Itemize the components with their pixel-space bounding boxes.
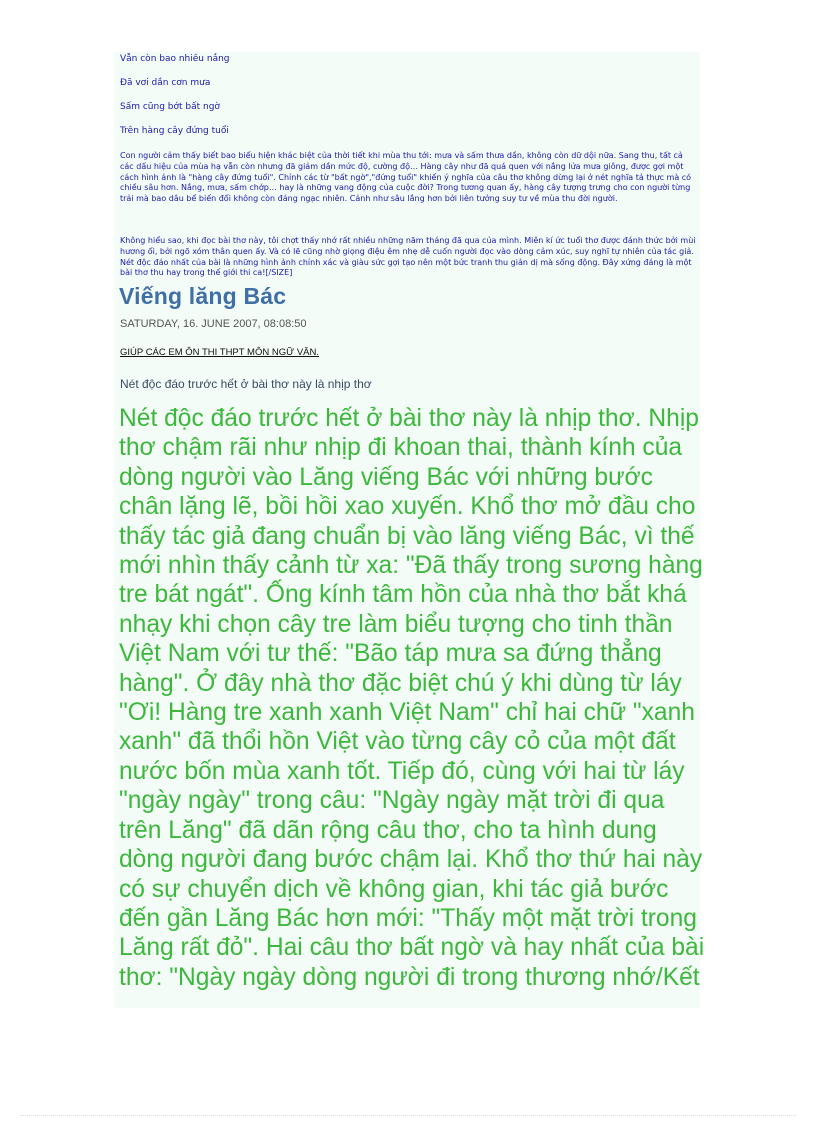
article-body: Nét độc đáo trước hết ở bài thơ này là nhịp thơ. Nhịp thơ chậm rãi như nhịp đi khoan thai, thành kính của dòng người vào Lăng viếng Bác với những bước chân lặng lẽ, bồi hồi xao xuyến. Khổ thơ mở đầu cho thấy tác giả đang chuẩn bị vào lăng viếng Bác, vì thế mới nhìn thấy cảnh từ xa: "Đã thấy trong sương hàng tre bát ngát". Ống kính tâm hồn của nhà thơ bắt khá nhạy khi chọn cây tre làm biểu tượng cho tinh thần Việt Nam với tư thế: "Bão táp mưa sa đứng thẳng hàng". Ở đây nhà thơ đặc biệt chú ý khi dùng từ láy "Ơi! Hàng tre xanh xanh Việt Nam" chỉ hai chữ "xanh xanh" đã thổi hồn Việt vào từng cây cỏ của một đất nước bốn mùa xanh tốt. Tiếp đó, cùng với hai từ láy "ngày ngày" trong câu: "Ngày ngày mặt trời đi qua trên Lăng" đã dãn rộng câu thơ, cho ta hình dung dòng người đang bước chậm lại. Khổ thơ thứ hai này có sự chuyển dịch về không gian, khi tác giả bước đến gần Lăng Bác hơn mới: "Thấy một mặt trời trong Lăng rất đỏ". Hai câu thơ bất ngờ và hay nhất của bài thơ: "Ngày ngày dòng người đi trong thương nhớ/Kết [119,405,705,991]
poem-line-1: Vẫn còn bao nhiêu nắng [120,54,230,64]
article-title: Viếng lăng Bác [119,283,287,309]
poem-line-3: Sấm cũng bớt bất ngờ [120,102,220,112]
article-date: SATURDAY, 16. JUNE 2007, 08:08:50 [120,318,307,330]
poem-line-2: Đã vơi dần cơn mưa [120,78,211,88]
commentary-paragraph-2: Không hiểu sao, khi đọc bài thơ này, tôi chợt thấy nhớ rất nhiều những năm tháng đã qua của mình. Miên kí ức tuổi thơ được đánh thức bởi mùi hương ổi, bởi ngõ xóm thân quen ấy. Và có lẽ cũng nhờ giọng điệu êm nhẹ dễ cuốn người đọc vào dòng cảm xúc, suy nghĩ tự nhiên của tác giả. Nét độc đáo nhất của bài là những hình ảnh chính xác và giàu sức gợi tạo nên một bức tranh thu giản dị mà sống động. Đây xứng đáng là một bài thơ thu hay trong thế giới thi ca![/SIZE] [120,236,696,278]
article-heading-link[interactable]: GIÚP CÁC EM ÔN THI THPT MÔN NGỮ VĂN. [120,347,320,358]
article-intro: Nét độc đáo trước hết ở bài thơ này là nhịp thơ [120,377,372,391]
poem-line-4: Trên hàng cây đứng tuổi [120,126,229,136]
commentary-paragraph-1: Con người cảm thấy biết bao biểu hiện khác biệt của thời tiết khi mùa thu tới: mưa và sấm thưa dần, không còn dữ dội nữa. Sang thu, tất cả các dấu hiệu của mùa hạ vẫn còn nhưng đã giảm dần mức độ, cường độ… Hàng cây như đã quá quen với nắng lửa mưa giông, được gợi một cách hình ảnh là "hàng cây đứng tuổi". Chính các từ "bất ngờ","đứng tuổi" khiến ý nghĩa của câu thơ không dừng lại ở nét nghĩa tả thực mà có chiều sâu hơn. Nắng, mưa, sấm chớp… hay là những vang động của cuộc đời? Trong tương quan ấy, hàng cây tượng trưng cho con người từng trải mà bao dâu bể biến đổi không còn đáng ngạc nhiên. Cảnh như sâu lắng hơn bởi liên tưởng suy tư về mùa thu đời người. [120,151,692,204]
page-divider [20,1115,796,1116]
